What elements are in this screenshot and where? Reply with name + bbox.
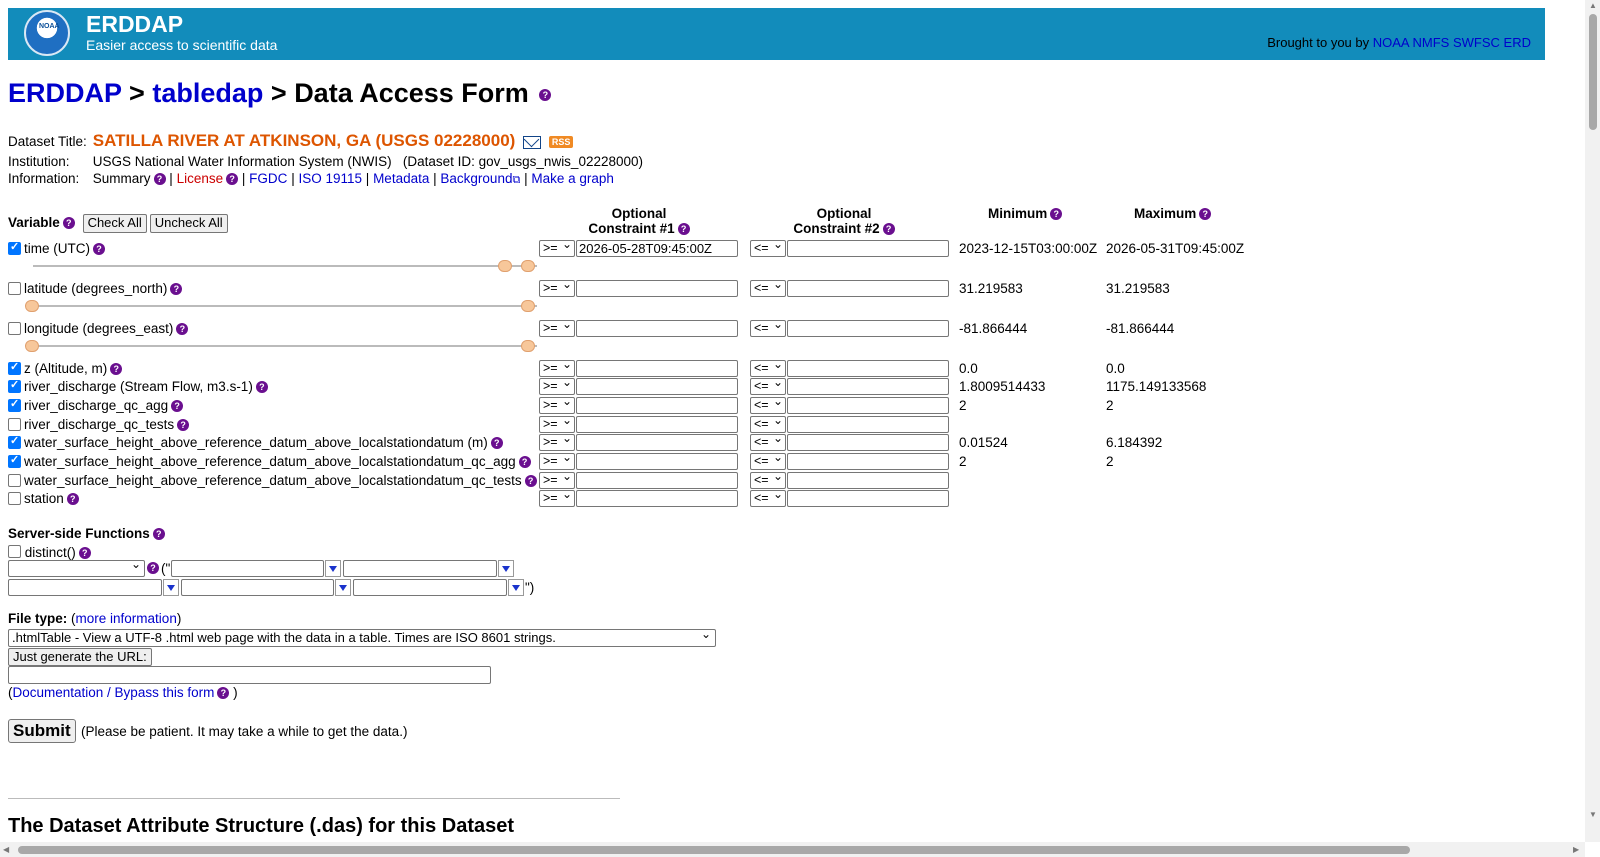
rss-icon[interactable]: RSS [549,136,574,148]
server-functions-heading [8,526,165,541]
constraint1-value-input[interactable]: 2026-05-28T09:45:00Z [576,240,738,257]
variable-checkbox[interactable] [8,455,21,468]
variable-checkbox[interactable] [8,474,21,487]
minimum-value: 2 [959,398,967,413]
dataset-title-label: Dataset Title: [8,134,87,149]
minimum-value: 1.8009514433 [959,379,1046,394]
maximum-value: 2026-05-31T09:45:00Z [1106,241,1245,256]
filter-function-select[interactable] [8,560,145,577]
minimum-value: -81.866444 [959,321,1028,336]
help-icon[interactable]: ? [539,89,551,101]
logo-text: NOAA [39,23,60,30]
check-all-button[interactable]: Check All [83,214,147,233]
variable-checkbox[interactable] [8,282,21,295]
variable-label [24,241,105,256]
documentation-link[interactable]: Documentation / Bypass this form [12,685,215,700]
scroll-down-icon[interactable]: ▼ [1589,810,1597,819]
constraint1-value-input[interactable] [576,472,738,489]
maximum-value: 31.219583 [1106,281,1170,296]
iso-link[interactable]: ISO 19115 [298,171,363,186]
scroll-left-icon[interactable]: ◀ [3,845,10,854]
breadcrumb-tabledap[interactable]: tabledap [152,78,264,108]
constraint1-value-input[interactable] [576,416,738,433]
constraint1-operator-select[interactable]: >= ⌄ [539,280,575,297]
constraint2-operator-select[interactable]: <= ⌄ [750,280,786,297]
variable-label [24,379,268,394]
maximum-value: -81.866444 [1106,321,1175,336]
constraint2-value-input[interactable] [787,416,949,433]
app-tagline: Easier access to scientific data [86,37,278,53]
link-swfsc[interactable]: SWFSC [1452,35,1500,50]
constraint2-value-input[interactable] [787,490,949,507]
constraint2-value-input[interactable] [787,378,949,395]
constraint2-operator-select[interactable]: <= ⌄ [750,397,786,414]
maximum-value: 0.0 [1106,361,1125,376]
variable-heading: Variable [8,215,60,230]
server-functions-label: Server-side Functions [8,526,150,541]
information-row [8,171,614,187]
help-icon[interactable]: ? [67,493,79,505]
file-type-select[interactable]: .htmlTable - View a UTF-8 .html web page with the data in a table. Times are ISO 8601 strings. ⌄ [8,629,716,647]
file-type-label: File type: [8,611,68,626]
constraint2-label: Constraint #2 [793,221,880,236]
minimum-header [988,206,1062,221]
make-graph-link[interactable]: Make a graph [531,171,614,186]
help-icon[interactable]: ? [217,687,229,699]
constraint1-operator-select[interactable]: >= ⌄ [539,416,575,433]
minimum-value: 0.01524 [959,435,1008,450]
variable-label [24,361,122,376]
paren-close: ) [176,611,182,626]
file-type-row [8,611,181,626]
constraint2-value-input[interactable] [787,320,949,337]
variable-name: water_surface_height_above_reference_datum_above_localstationdatum_qc_tests [24,473,522,488]
variable-label [24,398,183,413]
page-title: Data Access Form [294,78,529,108]
constraint1-value-input[interactable] [576,490,738,507]
maximum-label: Maximum [1134,206,1197,221]
variable-checkbox[interactable] [8,242,21,255]
minimum-value: 31.219583 [959,281,1023,296]
link-erd[interactable]: ERD [1503,35,1531,50]
uncheck-all-button[interactable]: Uncheck All [150,214,228,233]
documentation-row [8,685,238,700]
help-icon[interactable]: ? [883,223,895,235]
constraint1-header [560,206,718,236]
distinct-row [8,544,91,560]
maximum-header [1134,206,1211,221]
constraint2-value-input[interactable] [787,360,949,377]
filter-arg1-dropdown-icon[interactable] [325,560,341,577]
constraint1-operator-select[interactable]: >= ⌄ [539,360,575,377]
constraint1-value-input[interactable] [576,453,738,470]
variable-name: river_discharge_qc_tests [24,417,175,432]
slider-track [33,345,537,347]
brought-by [1267,35,1531,50]
variable-name: longitude (degrees_east) [24,321,174,336]
submit-note: (Please be patient. It may take a while to get the data.) [81,724,408,739]
filter-arg3-input[interactable] [8,579,162,596]
constraint1-value-input[interactable] [576,280,738,297]
help-icon[interactable]: ? [147,562,159,574]
variable-label [24,281,182,296]
slider-low-handle[interactable] [25,300,39,312]
help-icon[interactable]: ? [63,217,75,229]
variable-checkbox[interactable] [8,322,21,335]
constraint2-value-input[interactable] [787,453,949,470]
minimum-value: 2023-12-15T03:00:00Z [959,241,1098,256]
link-noaa[interactable]: NOAA [1372,35,1409,50]
submit-button[interactable]: Submit [8,719,76,743]
institution-value: USGS National Water Information System (NWIS) [92,154,392,169]
help-icon[interactable]: ? [519,456,531,468]
constraint2-value-input[interactable] [787,280,949,297]
email-icon[interactable] [523,136,541,149]
breadcrumb-separator: > [129,78,145,108]
variable-name: time (UTC) [24,241,90,256]
variable-checkbox[interactable] [8,492,21,505]
constraint2-operator-select[interactable]: <= ⌄ [750,453,786,470]
constraint1-value-input[interactable] [576,360,738,377]
fgdc-link[interactable]: FGDC [249,171,288,186]
constraint2-operator-select[interactable]: <= ⌄ [750,320,786,337]
breadcrumb-erddap[interactable]: ERDDAP [8,78,122,108]
optional-label: Optional [816,206,872,221]
distinct-checkbox[interactable] [8,545,21,558]
constraint2-operator-select[interactable]: <= ⌄ [750,434,786,451]
constraint2-value-input[interactable] [787,240,949,257]
constraint1-label: Constraint #1 [588,221,675,236]
constraint1-operator-select[interactable]: >= ⌄ [539,490,575,507]
help-icon[interactable]: ? [79,547,91,559]
header-banner [8,8,1545,60]
scroll-up-icon[interactable]: ▲ [1589,1,1597,10]
paren-close: ) [233,685,238,700]
help-icon[interactable]: ? [226,173,238,185]
variable-label [24,454,531,469]
variable-label [24,491,79,506]
summary-label: Summary [92,171,151,186]
app-title: ERDDAP [86,11,184,37]
minimum-label: Minimum [988,206,1048,221]
variable-name: water_surface_height_above_reference_datum_above_localstationdatum_qc_agg [24,454,516,469]
help-icon[interactable]: ? [491,437,503,449]
constraint2-value-input[interactable] [787,472,949,489]
range-slider[interactable] [33,340,537,352]
external-link-icon: ⧉ [512,174,521,186]
generated-url-input[interactable] [8,666,491,684]
help-icon[interactable]: ? [176,323,188,335]
variable-name: latitude (degrees_north) [24,281,168,296]
help-icon[interactable]: ? [93,243,105,255]
variable-row [8,320,1308,339]
variable-row [8,434,1308,453]
range-slider[interactable] [33,300,537,312]
variable-row [8,378,1308,397]
link-nmfs[interactable]: NMFS [1412,35,1450,50]
constraint2-operator-select[interactable]: <= ⌄ [750,490,786,507]
variable-checkbox[interactable] [8,418,21,431]
constraint1-operator-select[interactable]: >= ⌄ [539,472,575,489]
help-icon[interactable]: ? [678,223,690,235]
slider-high-handle[interactable] [521,300,535,312]
filter-arg2-input[interactable] [343,560,497,577]
slider-low-handle[interactable] [25,340,39,352]
variable-row [8,490,1308,509]
constraint2-header [765,206,923,236]
optional-label: Optional [611,206,667,221]
license-link[interactable]: License [176,171,224,186]
maximum-value: 1175.149133568 [1106,379,1207,394]
maximum-value: 6.184392 [1106,435,1163,450]
variable-row [8,453,1308,472]
constraint2-value-input[interactable] [787,397,949,414]
divider [8,798,620,799]
minimum-value: 2 [959,454,967,469]
breadcrumb-separator: > [270,78,287,108]
pipe: | [433,171,437,186]
variable-checkbox[interactable] [8,436,21,449]
breadcrumb [8,78,551,109]
variable-name: station [24,491,64,506]
pipe: | [169,171,173,186]
pipe: | [524,171,528,186]
filter-arg3-dropdown-icon[interactable] [163,579,179,596]
slider-low-handle[interactable] [498,260,512,272]
vertical-scroll-thumb[interactable] [1589,14,1597,130]
variable-header [8,214,228,233]
variable-row [8,397,1308,416]
pipe: | [365,171,370,186]
vertical-scrollbar[interactable] [1585,0,1600,842]
constraint1-operator-select[interactable]: >= ⌄ [539,453,575,470]
range-slider[interactable] [33,260,537,272]
variable-label [24,417,189,432]
constraint1-operator-select[interactable]: >= ⌄ [539,434,575,451]
variable-label [24,473,537,488]
paren-open: ( [71,611,76,626]
help-icon[interactable]: ? [177,419,189,431]
minimum-value: 0.0 [959,361,978,376]
dataset-title-row [8,131,573,151]
slider-track [33,305,537,307]
constraint2-operator-select[interactable]: <= ⌄ [750,360,786,377]
dataset-title: SATILLA RIVER AT ATKINSON, GA (USGS 02228000) [92,131,516,150]
open-paren: (" [161,561,171,576]
das-heading: The Dataset Attribute Structure (.das) for this Dataset [8,815,515,837]
slider-track [33,265,537,267]
help-icon[interactable]: ? [110,363,122,375]
variable-name: river_discharge_qc_agg [24,398,169,413]
filter-arg4-input[interactable] [181,579,334,596]
brought-by-prefix: Brought to you by [1267,35,1370,50]
variable-name: water_surface_height_above_reference_datum_above_localstationdatum (m) [24,435,488,450]
pipe: | [291,171,295,186]
variable-checkbox[interactable] [8,380,21,393]
metadata-link[interactable]: Metadata [373,171,430,186]
institution-label: Institution: [8,154,70,169]
slider-high-handle[interactable] [521,260,535,272]
maximum-value: 2 [1106,398,1114,413]
paren-open: ( [8,685,13,700]
constraint1-value-input[interactable] [576,320,738,337]
more-information-link[interactable]: more information [75,611,177,626]
filter-arg1-input[interactable] [171,560,324,577]
filter-arg5-input[interactable] [353,579,507,596]
constraint1-value-input[interactable] [576,397,738,414]
variable-name: z (Altitude, m) [24,361,108,376]
constraint2-operator-select[interactable]: <= ⌄ [750,240,786,257]
distinct-label: distinct() [24,545,76,560]
constraint1-operator-select[interactable]: >= ⌄ [539,397,575,414]
help-icon[interactable]: ? [170,283,182,295]
scroll-right-icon[interactable]: ▶ [1573,845,1580,854]
filter-arg2-dropdown-icon[interactable] [498,560,514,577]
help-icon[interactable]: ? [256,381,268,393]
filter-arg4-dropdown-icon[interactable] [335,579,351,596]
pipe: | [241,171,246,186]
constraint1-operator-select[interactable]: >= ⌄ [539,240,575,257]
variable-name: river_discharge (Stream Flow, m3.s-1) [24,379,253,394]
constraint1-value-input[interactable] [576,378,738,395]
help-icon[interactable]: ? [1199,208,1211,220]
horizontal-scrollbar[interactable] [0,842,1585,857]
variable-checkbox[interactable] [8,399,21,412]
horizontal-scroll-thumb[interactable] [18,846,1410,854]
constraint2-operator-select[interactable]: <= ⌄ [750,378,786,395]
slider-high-handle[interactable] [521,340,535,352]
constraint1-operator-select[interactable]: >= ⌄ [539,378,575,395]
help-icon[interactable]: ? [154,173,166,185]
dataset-id: (Dataset ID: gov_usgs_nwis_02228000) [402,154,644,169]
noaa-logo-icon[interactable] [24,10,70,56]
institution-row [8,154,643,169]
filter-arg5-dropdown-icon[interactable] [508,579,524,596]
constraint2-operator-select[interactable]: <= ⌄ [750,416,786,433]
help-icon[interactable]: ? [525,475,537,487]
variable-row [8,240,1308,259]
close-paren: ") [525,580,535,595]
variable-row [8,280,1308,299]
help-icon[interactable]: ? [1050,208,1062,220]
constraint2-operator-select[interactable]: <= ⌄ [750,472,786,489]
variable-row [8,360,1308,379]
variable-row [8,416,1308,435]
maximum-value: 2 [1106,454,1114,469]
help-icon[interactable]: ? [171,400,183,412]
variable-checkbox[interactable] [8,362,21,375]
background-link[interactable]: Background [440,171,513,186]
variable-label [24,435,503,450]
variable-label [24,321,188,336]
help-icon[interactable]: ? [153,528,165,540]
information-label: Information: [8,171,80,186]
constraint1-operator-select[interactable]: >= ⌄ [539,320,575,337]
constraint1-value-input[interactable] [576,434,738,451]
constraint2-value-input[interactable] [787,434,949,451]
generate-url-button[interactable]: Just generate the URL: [8,648,152,666]
variable-row [8,472,1308,491]
